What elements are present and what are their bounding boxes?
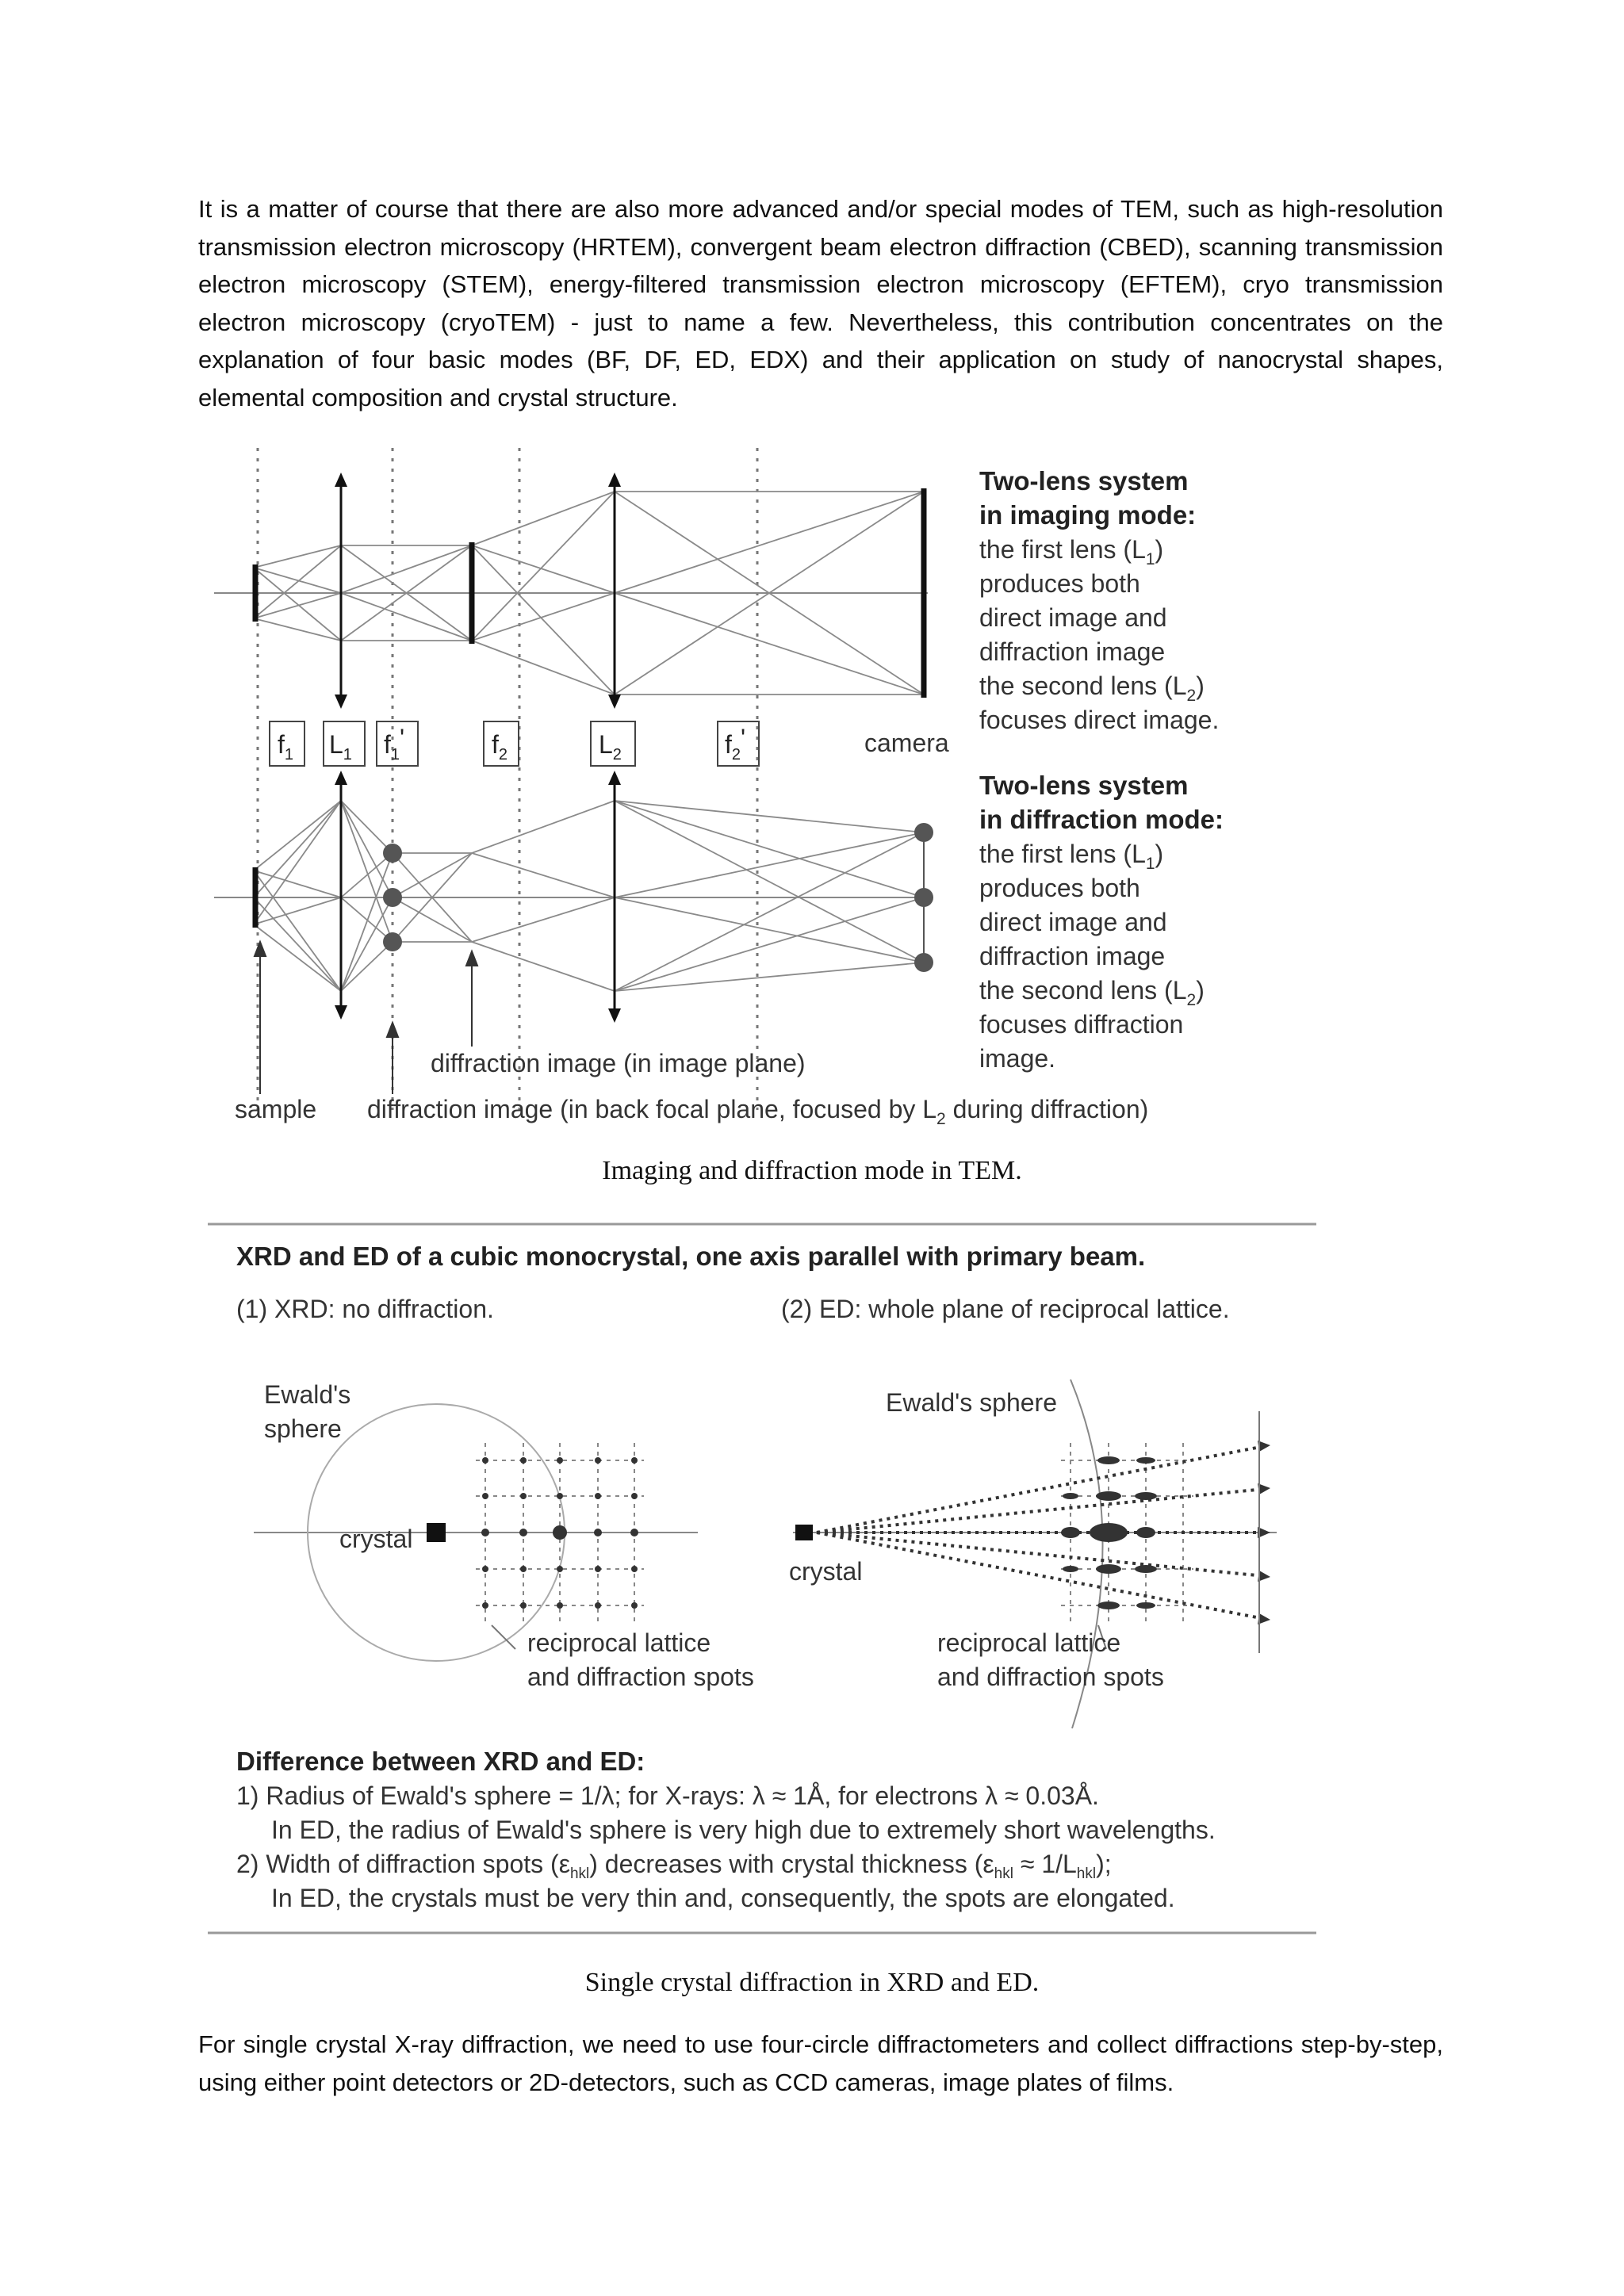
xrd-ed-figure (0, 1205, 1624, 1950)
svg-text:diffraction image: diffraction image (979, 942, 1166, 970)
ewald-right-label: Ewald's sphere (886, 1388, 1057, 1417)
difference-1: 1) Radius of Ewald's sphere = 1/λ; for X-rays: λ ≈ 1Å, for electrons λ ≈ 0.03Å. (236, 1781, 1099, 1810)
figure1-caption: Imaging and diffraction mode in TEM. (602, 1156, 1022, 1185)
svg-text:the first lens (L1): the first lens $(L_1)$ (979, 535, 1164, 568)
camera-label: camera (864, 729, 949, 757)
svg-text:diffraction image: diffraction image (979, 637, 1166, 666)
ed-panel (789, 1380, 1277, 1728)
xrd-panel (254, 1380, 754, 1691)
svg-text:focuses diffraction: focuses diffraction (979, 1010, 1184, 1039)
lens-l2-imaging (608, 473, 621, 709)
svg-text:produces both: produces both (979, 569, 1140, 598)
figure2-caption: Single crystal diffraction in XRD and ED. (584, 1968, 1040, 1997)
difference-2: 2) Width of diffraction spots $(\varepsilon_{hkl})$ decreases with crystal thickness $(\varepsilon_{hkl} \approx 1/L_{hkl})$; (236, 1850, 1112, 1882)
reciprocal-right-line1: reciprocal lattice (937, 1628, 1121, 1657)
label-f2: $f_2$ (492, 730, 508, 763)
diffraction-image-plane-label: diffraction image (in image plane) (431, 1049, 806, 1077)
lens-label-boxes (270, 721, 759, 766)
closing-paragraph: For single crystal X-ray diffraction, we need to use four-circle diffractometers and collect diffractions step-by-step, using either point detectors or 2D-detectors, such as CCD cameras, image plates of films. (198, 2030, 1443, 2096)
difference-title: Difference between XRD and ED: (236, 1747, 645, 1776)
reciprocal-right-line2: and diffraction spots (937, 1663, 1164, 1691)
reciprocal-left-line2: and diffraction spots (527, 1663, 754, 1691)
svg-text:direct image and: direct image and (979, 603, 1167, 632)
panel1-label: (1) XRD: no diffraction. (236, 1295, 494, 1323)
label-l1: $L_1$ (329, 730, 352, 763)
label-f1: $f_1$ (278, 730, 294, 763)
intro-paragraph: It is a matter of course that there are also more advanced and/or special modes of TEM, such as high-resolution transmission electron microscopy (HRTEM), convergent beam electron diffraction (CBED), scanning transmission electron microscopy (STEM), energy-filtered transmission electron microscopy (EFTEM), cryo transmission electron microscopy (cryoTEM) - just to name a few. Nevertheless, this contribution concentrates on the explanation of four basic modes (BF, DF, ED, EDX) and their application on study of nanocrystal shapes, elemental composition and crystal structure. (198, 195, 1443, 411)
label-f2-prime: $f_2'$ (725, 724, 746, 763)
svg-text:the first lens (L1): the first lens $(L_1)$ (979, 840, 1164, 873)
svg-text:focuses direct image.: focuses direct image. (979, 706, 1220, 734)
svg-text:Two-lens system: Two-lens system (979, 466, 1189, 496)
xrd-crystal (427, 1523, 446, 1542)
panel2-label: (2) ED: whole plane of reciprocal lattice. (781, 1295, 1230, 1323)
label-f1-prime: $f_1'$ (384, 724, 405, 763)
lens-l1-imaging (335, 473, 347, 709)
diffraction-mode-rays (254, 801, 924, 991)
svg-text:in diffraction mode:: in diffraction mode: (979, 805, 1224, 834)
sample-label: sample (235, 1095, 317, 1123)
figure2-title: XRD and ED of a cubic monocrystal, one axis parallel with primary beam. (236, 1242, 1146, 1271)
tem-modes-figure (0, 0, 1624, 1142)
crystal-label-right: crystal (789, 1557, 863, 1586)
diffraction-mode-description (979, 771, 1224, 1073)
svg-text:Two-lens system: Two-lens system (979, 771, 1189, 800)
svg-text:produces both: produces both (979, 874, 1140, 902)
ed-crystal (795, 1525, 813, 1540)
reciprocal-left-line1: reciprocal lattice (527, 1628, 711, 1657)
svg-text:the second lens (L2): the second lens $(L_2)$ (979, 672, 1205, 705)
svg-text:image.: image. (979, 1044, 1056, 1073)
svg-text:the second lens (L2): the second lens $(L_2)$ (979, 976, 1205, 1009)
back-focal-plane-label: diffraction image (in back focal plane, focused by $L_2$ during diffraction) (367, 1095, 1149, 1128)
svg-text:direct image and: direct image and (979, 908, 1167, 936)
ewald-left-line1: Ewald's (264, 1380, 351, 1409)
imaging-mode-description (979, 466, 1219, 734)
label-l2: $L_2$ (599, 730, 622, 763)
svg-text:in imaging mode:: in imaging mode: (979, 500, 1197, 530)
difference-1-line2: In ED, the radius of Ewald's sphere is very high due to extremely short wavelengths. (271, 1816, 1216, 1844)
ewald-left-line2: sphere (264, 1414, 342, 1443)
difference-2-line2: In ED, the crystals must be very thin and, consequently, the spots are elongated. (271, 1884, 1175, 1912)
crystal-label-left: crystal (339, 1525, 413, 1553)
